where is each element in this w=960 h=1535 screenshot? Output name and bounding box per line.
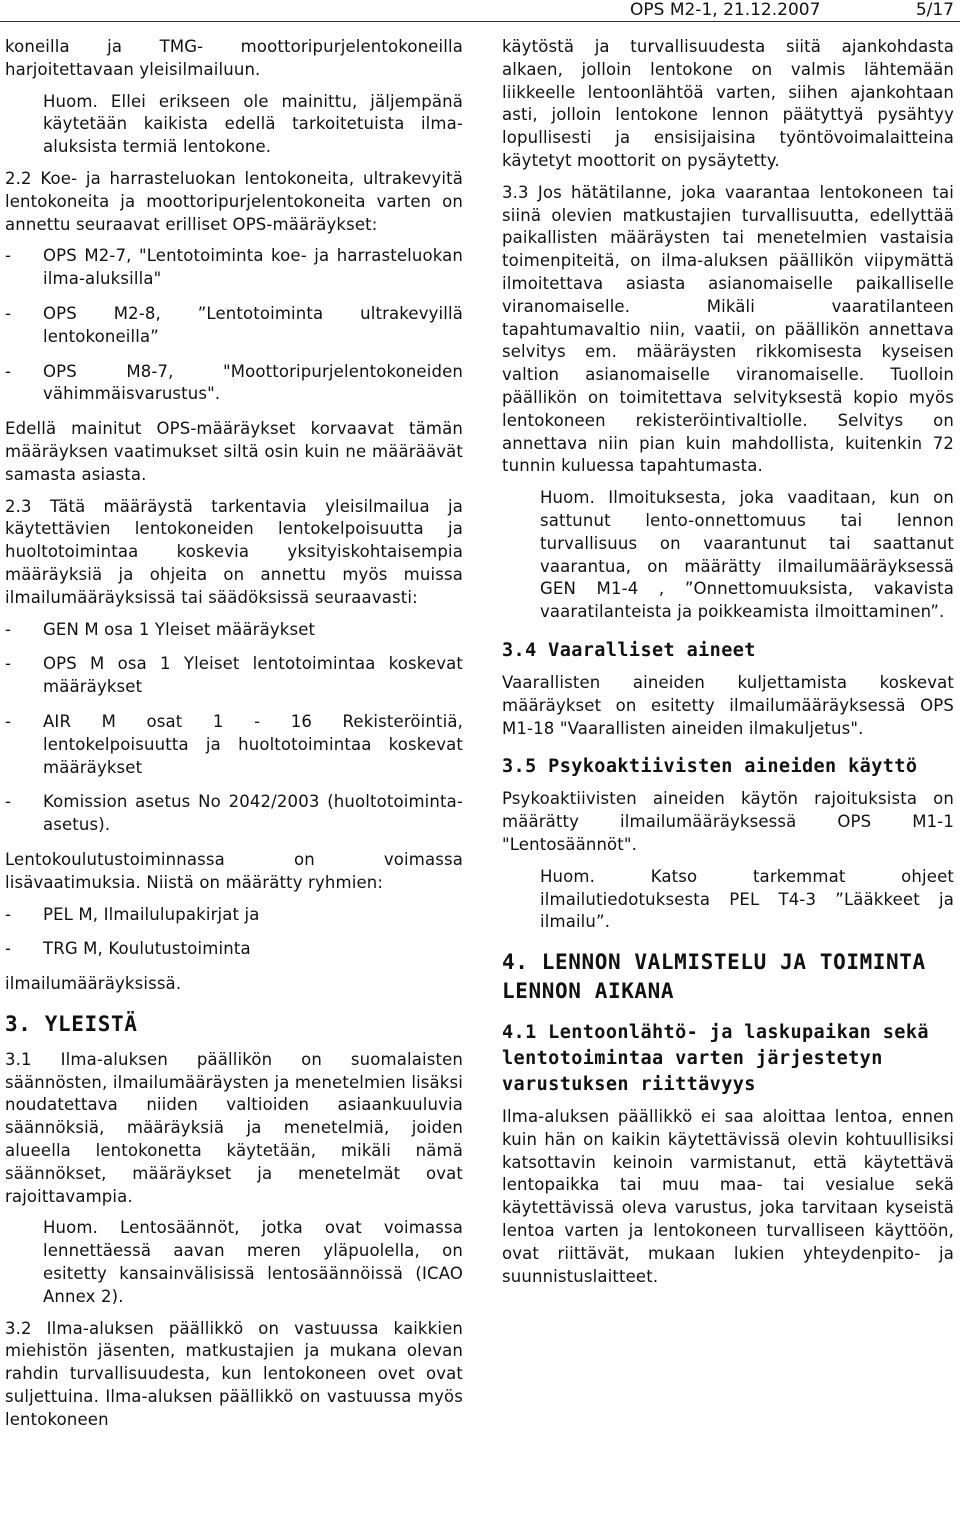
paragraph-3-1: 3.1 Ilma-aluksen päällikön on suomalaisten säännösten, ilmailumääräysten ja menetelmien lisäksi noudatettava niiden valtioiden asiaankuuluvia säännöksiä, määräyksiä ja menetelmiä, joiden alueella lentokonetta käytetään, mikäli nämä säännökset, määräykset ja menetelmät ovat rajoittavampia. <box>5 1049 463 1206</box>
note: Huom. Ilmoituksesta, joka vaaditaan, kun on sattunut lento-onnettomuus tai lennon turvallisuus on vaarantunut tai saattanut vaarantua, on määrätty ilmailumääräyksessä GEN M1-4 , ”Onnettomuuksista, vakavista vaaratilanteista ja poikkeamista ilmoittaminen”. <box>540 488 954 622</box>
list-item: - TRG M, Koulutustoiminta <box>5 939 251 959</box>
paragraph-2-2: 2.2 Koe- ja harrasteluokan lentokoneita, ultrakevyitä lentokoneita ja moottoripurjelentokoneita varten on annettu seuraavat erilliset OPS-määräykset: <box>5 168 463 234</box>
paragraph: käytöstä ja turvallisuudesta siitä ajankohdasta alkaen, jolloin lentokone on valmis lähtemään liikkeelle lentoonlähtöä varten, siihen ajankohtaan asti, jolloin lentokone lennon päätyttyä pysähtyy lopullisesti ja ensisijaisina työntövoimalaitteina käytetyt moottorit on pysäytetty. <box>502 37 954 170</box>
paragraph-2-3: 2.3 Tätä määräystä tarkentavia yleisilmailua ja käytettävien lentokoneiden lentokelpoisuutta ja huoltotoimintaa koskevia yksityiskohtaisempia määräyksiä ja ohjeita on annettu myös muissa ilmailumääräyksissä tai säädöksissä seuraavasti: <box>5 496 463 607</box>
list-item: - AIR M osat 1 - 16 Rekisteröintiä, lentokelpoisuutta ja huoltotoimintaa koskevat määräykset <box>5 711 463 777</box>
page-number: 5/17 <box>915 0 954 20</box>
paragraph-3-2: 3.2 Ilma-aluksen päällikkö on vastuussa kaikkien miehistön jäsenten, matkustajien ja mukana olevan rahdin turvallisuudesta, kun lentokoneen ovet ovat suljettuina. Ilma-aluksen päällikkö on vastuussa myös lentokoneen <box>5 1318 463 1429</box>
list-item: - OPS M2-8, ”Lentotoiminta ultrakevyillä lentokoneilla” <box>5 303 463 346</box>
paragraph-3-3: 3.3 Jos hätätilanne, joka vaarantaa lentokoneen tai siinä olevien matkustajien turvallisuutta, edellyttää paikallisten määräysten tai menetelmien vastaisia toimenpiteitä, on ilma-aluksen päällikön viipymättä ilmoitettava asiasta asianomaiselle paikalliselle viranomaiselle. Mikäli vaaratilanteen tapahtumavaltio niin, vaatii, on päällikön annettava selvitys em. määräysten rikkomisesta kyseisen valtion asianomaiselle viranomaiselle. Tuolloin päällikön on toimitettava selvityksestä kopio myös lentokoneen rekisteröintivaltiolle. Selvitys on annettava niin pian kuin mahdollista, kuitenkin 72 tunnin kuluessa tapahtumasta. <box>502 182 954 476</box>
header-rule <box>0 21 960 22</box>
paragraph: koneilla ja TMG- moottoripurjelentokoneilla harjoitettavaan yleisilmailuun. <box>5 37 463 79</box>
note: Huom. Ellei erikseen ole mainittu, jäljempänä käytetään kaikista edellä tarkoitetuista ilma-aluksista termiä lentokone. <box>43 91 463 157</box>
paragraph-3-5: Psykoaktiivisten aineiden käytön rajoituksista on määrätty ilmailumääräyksessä OPS M1-1 "Lentosäännöt". <box>502 789 954 854</box>
list-item: - OPS M2-7, "Lentotoiminta koe- ja harrasteluokan ilma-aluksilla" <box>5 246 463 289</box>
section-heading-3: 3. YLEISTÄ <box>5 1011 138 1036</box>
section-heading-4-1: 4.1 Lentoonlähtö- ja laskupaikan sekä lentotoimintaa varten järjestetyn varustuksen riittävyys <box>502 1022 929 1096</box>
list-item: - Komission asetus No 2042/2003 (huoltotoiminta-asetus). <box>5 792 463 835</box>
page-header <box>0 0 960 26</box>
paragraph: Edellä mainitut OPS-määräykset korvaavat tämän määräyksen vaatimukset siltä osin kuin ne määräävät samasta asiasta. <box>5 419 463 484</box>
list-item: - OPS M8-7, "Moottoripurjelentokoneiden vähimmäisvarustus". <box>5 361 463 404</box>
paragraph-3-4: Vaarallisten aineiden kuljettamista koskevat määräykset on esitetty ilmailumääräyksessä OPS M1-18 "Vaarallisten aineiden ilmakuljetus". <box>502 672 954 738</box>
list-item: - GEN M osa 1 Yleiset määräykset <box>5 619 316 639</box>
paragraph: Lentokoulutustoiminnassa on voimassa lisävaatimuksia. Niistä on määrätty ryhmien: <box>5 849 463 892</box>
paragraph: ilmailumääräyksissä. <box>5 974 182 994</box>
section-heading-3-4: 3.4 Vaaralliset aineet <box>502 639 756 661</box>
document-id: OPS M2-1, 21.12.2007 <box>630 0 821 20</box>
right-column <box>502 36 954 1297</box>
note: Huom. Katso tarkemmat ohjeet ilmailutiedotuksesta PEL T4-3 ”Lääkkeet ja ilmailu”. <box>540 866 954 932</box>
left-column <box>5 36 463 1441</box>
section-heading-4: 4. LENNON VALMISTELU JA TOIMINTA LENNON AIKANA <box>502 950 926 1004</box>
section-heading-3-5: 3.5 Psykoaktiivisten aineiden käyttö <box>502 756 918 778</box>
list-item: - OPS M osa 1 Yleiset lentotoimintaa koskevat määräykset <box>5 654 463 697</box>
note: Huom. Lentosäännöt, jotka ovat voimassa lennettäessä aavan meren yläpuolella, on esitetty kansainvälisissä lentosäännöissä (ICAO Annex 2). <box>43 1218 463 1306</box>
paragraph-4-1: Ilma-aluksen päällikkö ei saa aloittaa lentoa, ennen kuin hän on kaikin käytettävissä olevin kohtuullisiksi katsottavin keinoin varmistanut, että käytettävä lentopaikka tai muu maa- tai vesialue sekä käytettävissä oleva varustus, joka tarvitaan kyseistä lentoa varten ja lentokoneen turvalliseen käyttöön, ovat riittävät, mukaan lukien yhteydenpito- ja suunnistuslaitteet. <box>502 1107 954 1286</box>
list-item: - PEL M, Ilmailulupakirjat ja <box>5 904 260 924</box>
